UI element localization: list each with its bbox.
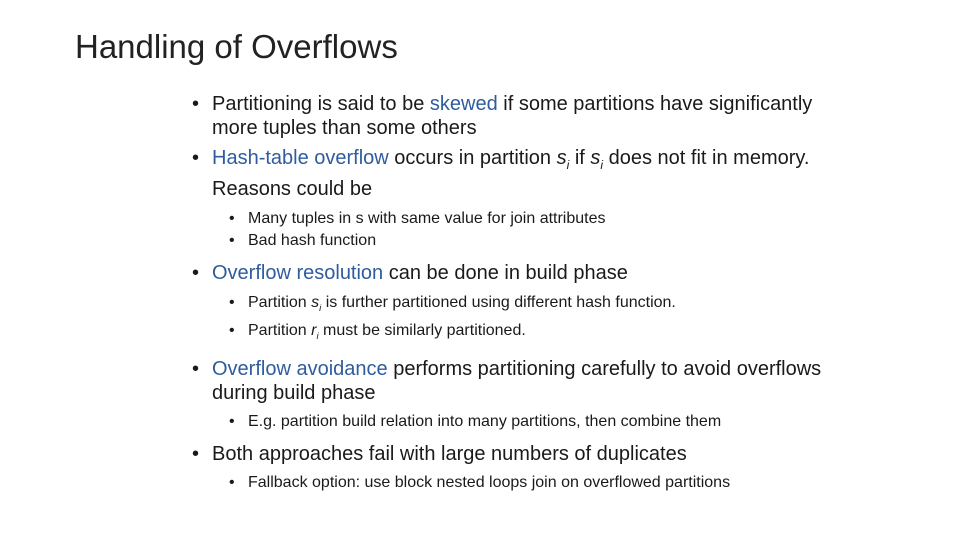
sub-bullet-text: must be similarly partitioned. <box>318 322 526 340</box>
var-s: s <box>556 147 567 169</box>
var-r: r <box>311 322 317 340</box>
bullet-text: performs partitioning carefully to avoid overflows during build phase <box>212 358 822 405</box>
subscript-i: i <box>600 158 604 172</box>
sub-bullet-text: Partition <box>248 294 312 311</box>
bullet-overflow-avoidance <box>190 357 830 405</box>
term-overflow-resolution: Overflow resolution <box>212 262 384 284</box>
bullet-text: Partitioning is said to be <box>212 93 430 115</box>
term-hash-table-overflow: Hash-table overflow <box>212 147 389 169</box>
bullet-text: can be done in build phase <box>383 262 628 284</box>
bullet-duplicates: • Both approaches fail with large numbers of duplicates <box>190 442 830 466</box>
sub-bullet: • Bad hash function <box>227 231 830 251</box>
term-overflow-avoidance: Overflow avoidance <box>212 358 388 381</box>
sub-bullet-text: Partition <box>248 322 312 340</box>
slide-body <box>190 92 830 491</box>
bullet-text: if some partitions have significantly more tuples than some others <box>212 93 813 139</box>
bullet-skewed <box>190 92 830 140</box>
term-skewed: skewed <box>429 93 498 115</box>
bullet-text: occurs in partition <box>388 147 557 169</box>
bullet-overflow-resolution <box>190 261 830 285</box>
sub-bullet: • Fallback option: use block nested loops join on overflowed partitions <box>227 474 830 491</box>
sub-bullet: • E.g. partition build relation into many partitions, then combine them <box>227 413 830 430</box>
bullet-text: if <box>569 147 591 169</box>
subscript-i: i <box>316 331 319 343</box>
subscript-i: i <box>319 303 322 315</box>
var-s: s <box>311 294 320 311</box>
sub-bullet <box>227 293 830 319</box>
bullet-text: does not fit in memory. Reasons could be <box>212 147 810 200</box>
sub-bullet: • Many tuples in s with same value for join attributes <box>227 209 830 229</box>
var-s: s <box>590 147 601 169</box>
subscript-i: i <box>566 158 570 172</box>
sub-bullet-text: is further partitioned using different hash function. <box>321 294 676 311</box>
slide-title: Handling of Overflows <box>75 28 398 65</box>
bullet-hash-table-overflow <box>190 146 830 201</box>
sub-bullet <box>227 321 830 347</box>
